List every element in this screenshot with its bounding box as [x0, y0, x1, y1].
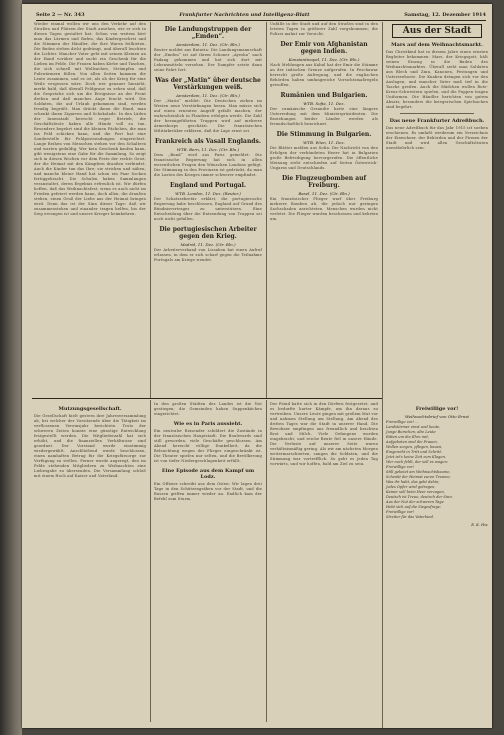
- poem-line: Keiner soll beim Heer verzagen,: [386, 490, 445, 494]
- article-body: Unfälle in der Stadt und auf den Straßen sind in den letzten Tagen in größerer Zahl vorgekommen; die Polizei mahnt zur Vorsicht.: [270, 22, 378, 36]
- article-headline: Die portugiesischen Arbeiter gegen den Krieg.: [159, 226, 257, 240]
- poem-line: Junge Burschen, alte Leute: [386, 430, 436, 434]
- column-rule: [266, 400, 267, 722]
- article-headline: Frankreich als Vasall Englands.: [155, 138, 261, 145]
- bottom-column-3: [270, 402, 378, 722]
- column-rule: [150, 400, 151, 722]
- article-dateline: Madrid, 11. Dez. (Ctr. Bln.): [180, 242, 236, 247]
- page-header: [36, 10, 486, 21]
- article-body: Das neue Adreßbuch für das Jahr 1915 ist soeben erschienen. Es umfaßt wiederum ein Verzeichnis der Einwohner, der Behörden und der Firmen der Stadt und wird allen Geschäftsleuten unentbehrlich sein.: [386, 126, 488, 150]
- poem-line: Freiwillige vor! ...: [386, 420, 419, 424]
- poem-line: Freiwillige vor!: [386, 510, 415, 514]
- bottom-column-1: [34, 402, 146, 722]
- poem-line: Streiter für das Vaterland.: [386, 515, 435, 519]
- poem-line: Aufgeboten sind die Frauen,: [386, 440, 438, 444]
- article-body: In den großen Städten des Landes ist die Not gestiegen; die Gemeinden haben Suppenküchen eingerichtet.: [154, 402, 262, 416]
- article-body: Nach Meldungen aus Kabul hat der Emir die Stämme an der indischen Grenze aufgerufen. In Peschawar herrscht große Aufregung, und die englischen Behörden haben umfangreiche Vorsichtsmaßregeln getroffen.: [270, 63, 378, 87]
- article-body: Der Arbeiterverband von Lissabon hat einen Aufruf erlassen, in dem er sich scharf gegen die Teilnahme Portugals am Kriege wendet.: [154, 248, 262, 262]
- column-rule: [382, 22, 383, 728]
- section-rule: [32, 398, 382, 399]
- bottom-column-2: [154, 402, 262, 722]
- article-headline: Mars auf dem Weihnachtsmarkt.: [391, 42, 483, 48]
- poem-body: [386, 420, 488, 520]
- article-dateline: WTB. Bern, 11. Dez. (Ctr. Bln.): [176, 147, 240, 152]
- article-dateline: Amsterdam, 11. Dez. (Ctr. Bln.): [176, 93, 240, 98]
- article-body: Das Christkind hat in diesem Jahre einen ernsten Begleiter bekommen: Mars, der Kriegsgott, hält seinen Einzug in die Buden des Weihnachtsmarktes. Überall sieht man Soldaten aus Blech und Zinn, Kanonen, Festungen und Unterseeboote. Die Knaben drängen sich vor den Auslagen, und mancher Vater muß tief in die Tasche greifen. Auch die Mädchen wollen Rote-Kreuz-Schwestern spielen, und die Puppen tragen Uniformen. Die Händler berichten von gutem Absatz, besonders die kriegerischen Spielsachen sind begehrt.: [386, 50, 488, 109]
- article-headline: Wie es in Paris aussieht.: [173, 421, 243, 427]
- poem-line: Deutsch ist Treue, deutsch der Sinn.: [386, 495, 453, 499]
- header-page-number: Seite 2 — Nr. 343: [36, 12, 85, 18]
- article-body: Dem „Bund“ wird aus Paris gemeldet: Die französische Regierung hat sich in allen wesentlichen Fragen den Wünschen Londons gefügt. Die Stimmung in den Provinzen ist gedrückt, da man die Lasten des Krieges immer schwerer empfindet.: [154, 153, 262, 177]
- poem-title: Freiwillige vor!: [415, 406, 459, 412]
- poem-line: Still gekniet am Weihnachtsbaume,: [386, 470, 451, 474]
- article-dateline: WTB. Wien, 11. Dez.: [303, 140, 345, 145]
- poem-subtitle: Weihnachtsbrief von Otto Ernst: [404, 414, 470, 419]
- poem-line: Was ihr habt, das gebt dahin;: [386, 480, 440, 484]
- article-headline: Mutzungsgesellschaft.: [58, 406, 122, 412]
- column-4: [386, 22, 488, 402]
- poem-line: Eingereiht in Tritt und Schritt.: [386, 450, 443, 454]
- article-headline: Die Flugzeugbomben auf Freiburg.: [281, 175, 367, 189]
- poem-line: Aus der Not der schweren Tage: [386, 500, 444, 504]
- divider: [400, 113, 474, 114]
- article-body: Ein neutraler Reisender schildert die Zustände in der französischen Hauptstadt: Die Boulevards sind still geworden, viele Geschäfte geschlossen. Am Abend herrscht völlige Dunkelheit, da die Beleuchtung wegen der Flieger eingeschränkt ist. Die Theater spielen nur selten, und die Bevölkerung ist von tiefer Niedergeschlagenheit erfüllt.: [154, 429, 262, 463]
- article-body: Die Blätter melden aus Sofia: Die Nachricht von den Erfolgen der verbündeten Heere hat in Bulgarien große Befriedigung hervorgerufen. Die öffentliche Meinung steht entschieden auf Seiten Österreich-Ungarns und Deutschlands.: [270, 146, 378, 170]
- poem-line: Wollen sorgen, pflegen, bauen,: [386, 445, 443, 449]
- article-dateline: WTB. London, 11. Dez. (Reuter.): [175, 191, 241, 196]
- article-headline: Die Stimmung in Bulgarien.: [276, 131, 372, 138]
- article-headline: Eine Episode aus dem Kampf um Lodz.: [161, 468, 255, 480]
- book-binding: [0, 0, 22, 735]
- poem-line: Hebt sich auf die Siegesfrage:: [386, 505, 442, 509]
- header-date: Samstag, 12. Dezember 1914: [404, 12, 486, 18]
- article-headline: Rumänien und Bulgarien.: [280, 92, 368, 99]
- header-masthead: Frankfurter Nachrichten und Intelligenz-Blatt: [179, 12, 310, 18]
- column-rule: [150, 22, 151, 398]
- article-body: Ein französischer Flieger warf über Freiburg mehrere Bomben ab, die jedoch nur geringen Sachschaden anrichteten. Menschen wurden nicht verletzt. Die Flieger wurden beschossen und kehrten um.: [270, 197, 378, 221]
- article-headline: Der Emir von Afghanistan gegen Indien.: [280, 41, 368, 55]
- article-headline: England und Portugal.: [169, 182, 247, 189]
- article-body: Der rumänische Gesandte hatte eine längere Unterredung mit dem Ministerpräsidenten. Die Beziehungen beider Länder werden als freundschaftlich bezeichnet.: [270, 107, 378, 126]
- article-body: Der Schatzsekretär erklärt, die portugiesische Regierung habe beschlossen, England auf Grund des Bündnisvertrages zu unterstützen. Eine Entscheidung über die Entsendung von Truppen sei noch nicht gefallen.: [154, 197, 262, 221]
- article-headline: Die Landungstruppen der „Emden“.: [164, 26, 252, 40]
- poem-line: Bitten um die Ehre mit;: [386, 435, 429, 439]
- poem-line: Landstürmer einst und heute,: [386, 425, 441, 429]
- section-box-title: Aus der Stadt: [392, 24, 482, 38]
- article-headline: Was der „Matin“ über deutsche Verstärkungen weiß.: [155, 77, 261, 91]
- poem-line: Wer noch fehlt, der soll es wagen:: [386, 460, 449, 464]
- poem-line: Jetzt ist's keine Zeit zum Klagen,: [386, 455, 446, 459]
- article-body: Reuter meldet aus Batavia: Die Landungsmannschaft der „Emden“ ist auf ihrem Schoner „Ayesha“ nach Padang gekommen und hat sich dort mit Lebensmitteln versehen. Der Dampfer setzte dann seine Fahrt fort.: [154, 48, 262, 72]
- newspaper-page: [22, 4, 492, 728]
- column-1-text: Wieder einmal wollen wir uns den Verkehr auf den Straßen und Plätzen der Stadt ansehen, wie er sich in diesen Tagen gestaltet hat. Schon von weitem hört man das Lärmen und Rufen, das Kindergeschrei und die Stimmen der Händler, die ihre Waren feilbieten. Die Buden stehen dicht gedrängt, und überall leuchten die Lichter. Mancher Vater geht mit seinen Kleinen an der Hand vorüber und sucht ein Geschenk für die Lieben im Felde. Die Frauen haben Körbe und Taschen, die sich schnell mit Wollsachen, Strümpfen und Pulswärmern füllen. Von allen Seiten kommen die Leute zusammen, und es ist, als ob der Krieg für eine Weile vergessen wäre. Doch wer genauer hinsieht, merkt bald, daß überall Feldgraue zu sehen sind, daß die Gespräche sich um die Ereignisse an der Front drehen und daß manches Auge feucht wird. Die Soldaten, die auf Urlaub gekommen sind, werden freudig begrüßt. Man drückt ihnen die Hand, man schenkt ihnen Zigarren und Schokolade. In den Läden der Innenstadt herrscht reger Betrieb; die Geschäftsleute haben alle Hände voll zu tun. Besonders begehrt sind die kleinen Päckchen, die man ins Feld schicken kann, und die Post hat eine Sonderstelle für Feldpostsendungen eingerichtet. Lange Reihen von Menschen stehen vor den Schaltern und warten geduldig. Wer kein Geschenk kaufen kann, gibt wenigstens eine Gabe für die Sammlung. So zeigt sich in diesen Wochen vor dem Feste der rechte Geist, der die Heimat mit den Kämpfern draußen verbindet. Auch die Kinder tun das Ihre; sie stricken und nähen, und manche kleine Hand hat schon ein Paar Socken fertiggebracht. Die Schulen haben Sammlungen veranstaltet, deren Ergebnis erfreulich ist. Wir dürfen hoffen, daß das Weihnachtsfest, wenn es auch nicht im Frieden gefeiert werden kann, doch allen, die draußen stehen, einen Gruß der Liebe aus der Heimat bringen wird. Denn das ist der Sinn dieser Tage: daß wir zusammenstehen und einander tragen helfen, bis der Sieg errungen ist und unsere Krieger heimkehren.: [34, 22, 146, 216]
- column-rule: [266, 22, 267, 398]
- article-dateline: Amsterdam, 11. Dez. (Ctr. Bln.): [176, 42, 240, 47]
- article-headline: Das neue Frankfurter Adreßbuch.: [389, 118, 485, 124]
- article-body: Ein Offizier schreibt aus dem Osten: Wir lagen drei Tage in den Schützengräben vor der Stadt, und die Russen griffen immer wieder an. Endlich kam der Befehl zum Sturm.: [154, 482, 262, 501]
- poem-line: Freiwillige vor!: [386, 465, 415, 469]
- poem-signature: E. K. Hw.: [471, 523, 488, 527]
- article-body: Der Feind hatte sich in den Dörfern festgesetzt, und es bedurfte harter Kämpfe, um ihn daraus zu vertreiben. Unsere Leute gingen mit großem Mut vor und nahmen Stellung um Stellung. Am Abend des dritten Tages war die Stadt in unserer Hand. Die Bewohner empfingen uns freundlich und brachten Brot und Milch. Viele Gefangene wurden eingebracht, und reiche Beute fiel in unsere Hände. Die Verluste auf unserer Seite waren verhältnismäßig gering. Als wir am nächsten Morgen weitermarschierten, sangen die Soldaten, und die Stimmung war vortrefflich. So geht es jeden Tag vorwärts, und wir hoffen, bald am Ziel zu sein.: [270, 402, 378, 466]
- article-body: Die Gesellschaft hielt gestern ihre Jahresversammlung ab, bei welcher der Vorsitzende über die Tätigkeit im verflossenen Vereinsjahr berichtete. Trotz der schweren Zeiten konnte eine günstige Entwicklung festgestellt werden. Die Mitgliederzahl hat sich erhöht, und die finanziellen Verhältnisse sind geordnet. Der Vorstand wurde einstimmig wiedergewählt. Anschließend wurde beschlossen, einen namhaften Betrag für die Kriegsfürsorge zur Verfügung zu stellen. Ferner wurde angeregt, den im Felde stehenden Mitgliedern zu Weihnachten eine Liebesgabe zu übersenden. Die Versammlung schloß mit einem Hoch auf Kaiser und Vaterland.: [34, 414, 146, 478]
- column-2: [154, 22, 262, 398]
- poem-line: Schenkt der Heimat euren Traume,: [386, 475, 451, 479]
- poem-line: Jedes Opfer wird getragen,: [386, 485, 436, 489]
- article-dateline: Basel, 11. Dez. (Ctr. Bln.): [298, 191, 350, 196]
- poem-column: [386, 402, 488, 722]
- article-dateline: Konstantinopel, 11. Dez. (Ctr. Bln.): [288, 57, 360, 62]
- article-body: Der „Matin“ meldet: Die Deutschen ziehen im Westen neue Verstärkungen heran. Man müsse sich auf einen erneuten Angriff gefaßt machen, der wahrscheinlich in Flandern erfolgen werde. Die Zahl der herangeführten Truppen wird auf mehrere Armeekorps geschätzt. Die französischen Militärkritiker erklären, daß die Lage ernst sei.: [154, 99, 262, 133]
- column-3: [270, 22, 378, 398]
- article-dateline: WTB. Sofia, 11. Dez.: [303, 101, 345, 106]
